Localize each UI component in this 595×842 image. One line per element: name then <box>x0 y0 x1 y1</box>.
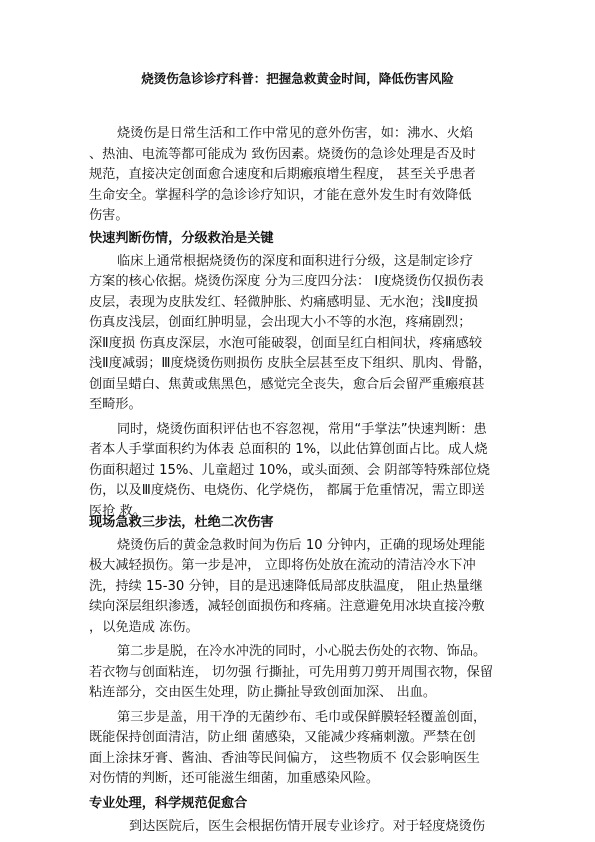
text-line: 粘连部分，交由医生处理，防止撕扯导致创面加深、 出血。 <box>89 685 437 700</box>
text-line: 第二步是脱，在冷水冲洗的同时，小心脱去伤处的衣物、饰品。 <box>117 644 487 659</box>
text-line: 临床上通常根据烧烫伤的深度和面积进行分级，这是制定诊疗 <box>117 253 474 269</box>
text-line: 伤害。 <box>89 208 129 223</box>
text-line: 既能保持创面清洁，防止细 菌感染，又能减少疼痛刺激。严禁在创 <box>89 730 476 745</box>
text-line: 方案的核心依据。烧烫伤深度 分为三度四分法： Ⅰ度烧烫伤仅损伤表 <box>89 274 484 289</box>
text-line: 者本人手掌面积约为体表 总面积的 1%，以此估算创面占比。成人烧 <box>89 442 488 457</box>
text-line: 生命安全。掌握科学的急诊诊疗知识，才能在意外发生时有效降低 <box>89 187 472 203</box>
text-line: ，以免造成 冻伤。 <box>89 619 199 635</box>
text-line: 第三步是盖，用干净的无菌纱布、毛巾或保鲜膜轻轻覆盖创面， <box>117 709 487 725</box>
text-line: 伤，以及Ⅲ度烧伤、电烧伤、化学烧伤， 都属于危重情况，需立即送 <box>89 483 485 498</box>
intro-paragraph <box>89 124 476 227</box>
text-line: 规范，直接决定创面愈合速度和后期瘢痕增生程度， 甚至关乎患者 <box>89 167 476 182</box>
text-line: 到达医院后，医生会根据伤情开展专业诊疗。对于轻度烧烫伤 <box>129 818 486 834</box>
text-line: 、热油、电流等都可能成为 致伤因素。烧烫伤的急诊处理是否及时 <box>89 146 476 162</box>
text-line: 若衣物与创面粘连， 切勿强 行撕扯，可先用剪刀剪开周围衣物，保留 <box>89 664 494 680</box>
text-line: 面上涂抹牙膏、酱油、香油等民间偏方， 这些物质不 仅会影响医生 <box>89 750 480 766</box>
paragraph <box>89 708 493 790</box>
text-line: 伤面积超过 15%、儿童超过 10%，或头面颈、会 阴部等特殊部位烧 <box>89 462 490 478</box>
text-line: 续向深层组织渗透，减轻创面损伤和疼痛。注意避免用冰块直接冷敷 <box>89 599 485 614</box>
page-title: 烧烫伤急诊诊疗科普：把握急救黄金时间，降低伤害风险 <box>141 71 454 86</box>
text-line: 洗，持续 15-30 分钟，目的是迅速降低局部皮肤温度， 阻止热量继 <box>89 578 483 594</box>
paragraph <box>89 252 491 416</box>
text-line: 同时，烧烫伤面积评估也不容忽视，常用“手掌法”快速判断：患 <box>117 421 487 437</box>
section-first-aid <box>89 513 493 790</box>
text-line: 深Ⅱ度损 伤真皮深层，水泡可能破裂，创面呈红白相间状，疼痛感较 <box>89 335 483 351</box>
section-heading: 专业处理，科学规范促愈合 <box>89 796 248 811</box>
section-professional-care <box>89 794 485 837</box>
section-heading: 快速判断伤情，分级救治是关键 <box>89 231 274 246</box>
text-line: 皮层，表现为皮肤发红、轻微肿胀、灼痛感明显、无水泡；浅Ⅱ度损 <box>89 294 478 310</box>
text-line: 对伤情的判断，还可能滋生细菌，加重感染风险。 <box>89 771 380 786</box>
paragraph <box>89 536 493 639</box>
text-line: 伤真皮浅层，创面红肿明显，会出现大小不等的水泡，疼痛剧烈； <box>89 315 472 330</box>
text-line: 至畸形。 <box>89 397 142 412</box>
text-line: 烧烫伤后的黄金急救时间为伤后 10 分钟内，正确的现场处理能 <box>117 537 486 553</box>
paragraph <box>89 642 493 704</box>
text-line: 医抢 救。 <box>89 503 146 519</box>
text-line: 烧烫伤是日常生活和工作中常见的意外伤害，如：沸水、火焰 <box>117 126 474 141</box>
text-line: 极大减轻损伤。第一步是冲， 立即将伤处放在流动的清洁冷水下冲 <box>89 558 476 573</box>
section-quick-assessment <box>89 229 491 522</box>
paragraph <box>89 817 485 838</box>
paragraph <box>89 420 491 523</box>
section-heading: 现场急救三步法，杜绝二次伤害 <box>89 515 274 530</box>
text-line: 浅Ⅱ度减弱；Ⅲ度烧烫伤则损伤 皮肤全层甚至皮下组织、肌肉、骨骼， <box>89 356 492 371</box>
text-line: 创面呈蜡白、焦黄或焦黑色，感觉完全丧失，愈合后会留严重瘢痕甚 <box>89 376 485 392</box>
